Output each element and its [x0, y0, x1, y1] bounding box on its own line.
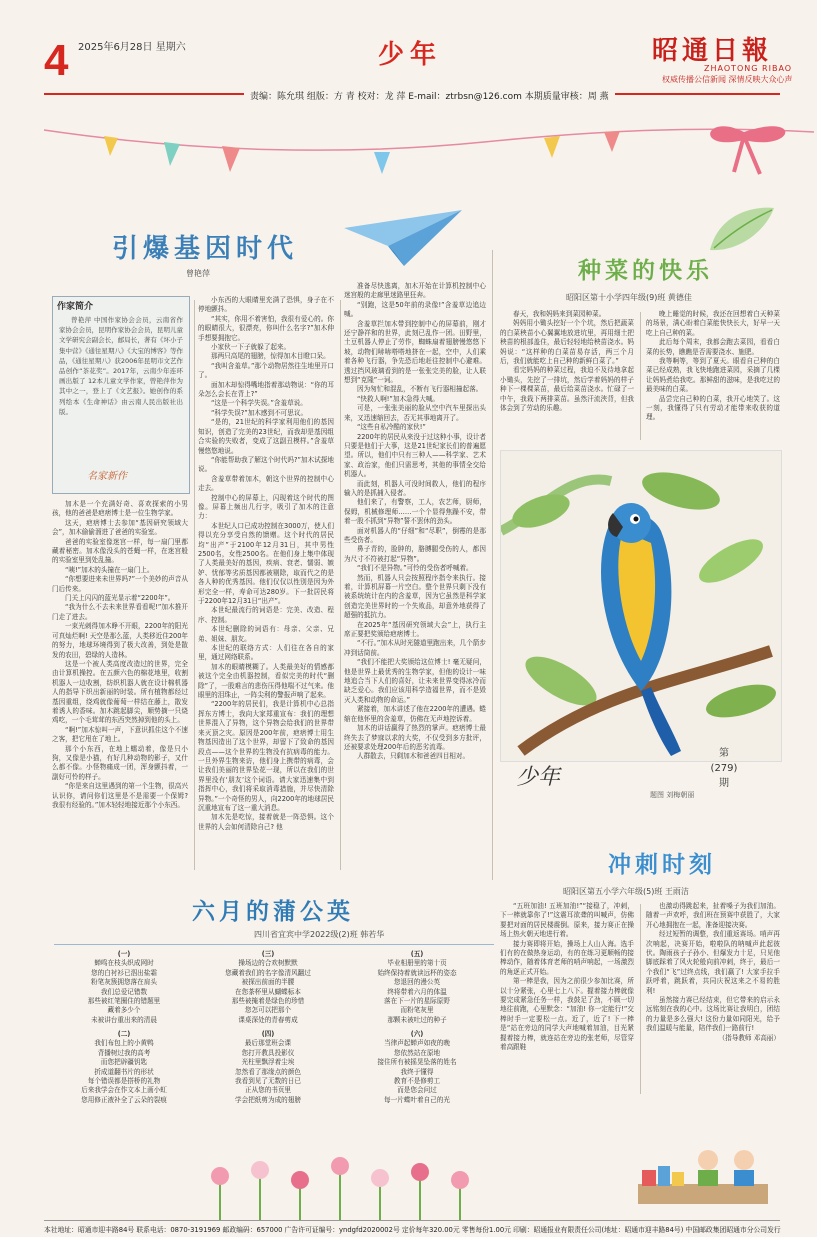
paragraph: 紧接着，加木讲述了他在2200年的遭遇。蜷缩在他怀里的含羞草，仿佛在无声地控诉着。 — [344, 705, 486, 723]
paragraph: 春天，我和妈妈来到菜园种菜。 — [513, 310, 606, 318]
poem-title: 六月的蒲公英 — [192, 899, 354, 925]
poem-line: 当律声起蝉声如夜的晚 — [384, 1039, 450, 1048]
poem-line: 您打开教具投影仪 — [241, 1048, 295, 1057]
issue-suffix: 期 — [719, 778, 729, 789]
leaf-decoration-icon — [700, 200, 780, 260]
poem-section-head: (六) — [410, 1030, 424, 1038]
paragraph: 本世纪删除的词语有：母亲、父亲、兄弟、姐妹、朋友。 — [198, 625, 334, 643]
poem-line: 那颗未被吐过的种子 — [387, 1015, 447, 1024]
article-title: 引爆基因时代 — [112, 234, 299, 264]
paragraph: 面对机器人的“仔细”和“尽职”，倒霉的是那些受伤者。 — [344, 526, 486, 544]
paragraph: “五班加油! 五班加油!”“接稳了，冲刺，下一棒就靠你了!”这震耳欲聋的叫喊声，仿佛要把对面的居民楼震倒。原来，接力赛正在操场上热火朝天地进行着。 — [500, 902, 634, 939]
paragraph: 此后每个周末，我都会跑去菜园，看看白菜的长势，瞧瞧是否需要浇水、施肥。 — [646, 338, 780, 356]
masthead-slogan: 权威传播公信新闻 深情反映大众心声 — [662, 75, 793, 84]
paragraph: 在2025年“基因研究领域大会”上，执行主席正要把奖颁给疤痞博士。 — [344, 620, 486, 639]
poem-line: 终将带着六月的体温 — [387, 987, 447, 996]
paragraph: 加木的讲话赢得了热烈的掌声。疤痞博士最终失去了梦寐以求的大奖，不仅受到多方批评，还被要求处理200年后的恶劣流毒。 — [344, 724, 486, 751]
poem-line: 接住所有被摇晃坠落的姓名 — [377, 1058, 457, 1067]
garden-article-author: 昭阳区第十小学四年级(9)班 黄德佳 — [566, 293, 692, 302]
poem-section-4 — [198, 1030, 338, 1105]
paragraph: 小东西的大眼睛里充满了恐惧，身子在不停地颤抖。 — [198, 296, 334, 314]
paragraph: 一束光刺得加木睁不开眼，2200年的阳光可真灿烂啊! 天空是那么蓝，人类移近住200年的努力，地球环境得到了极大改善，到处是散发的农田，碧绿的人造林。 — [52, 622, 189, 659]
poem-line: 未被讲台重出来的清晨 — [91, 1015, 157, 1024]
paragraph: 人群散去，只剩加木和爸爸四目相对。 — [357, 752, 470, 761]
paragraph: 他们来了，有警察，工人，农艺师，厨师，保姆，机械修理师……一个个显得焦躁不安，带着一股不抓到“异物”誓不罢休的劲头。 — [344, 498, 486, 526]
poem-section-head: (三) — [261, 950, 275, 958]
paper-plane-icon — [344, 206, 464, 276]
paragraph: 面加木却惊得嘴地指着那动物说：“你的耳朵怎么会长在背上?” — [198, 380, 334, 399]
paragraph: 接力赛即将开始，操场上人山人海。选手们有的在做热身运动，有的在练习更顺畅的接棒动作，随着体育老师的哨声响起，一场激烈的角逐正式开始。 — [500, 939, 634, 976]
issue-label: 第 — [719, 748, 729, 759]
teacher-credit: （指导教师 邓高丽） — [718, 1033, 780, 1042]
paragraph: 含羞草拦加木带到控制中心的屏幕前，刚才还宁静祥和的世界，此刻已乱作一团。田野里，土豆机器人停止了劳作，蜘蛛扇着翅膀慢悠悠下坡，动物们哧哧嗒嗒地挤在一起，空中，人们乘着各种飞行器，争先恐后地赶往控制中心避难。透过挡风玻璃看到的是一张张完美的脸，让人联想到“克隆”一词。 — [344, 319, 486, 385]
paragraph: 2200年的居民从来没于过这种小事，设计者只要是他们于大事，这是21世纪家长们的普遍愿望。所以，他们中只有三种人——科学家、艺术家、政治家，他们只需思考，其他的事情全交给机器人。 — [344, 432, 486, 479]
sprint-article-author: 昭阳区第五小学六年级(5)班 王雨洁 — [563, 887, 689, 896]
paragraph: 加木是一个充满好奇、喜欢探索的小男孩，他的爸爸是疤痞博士是一位生物学家。 — [52, 500, 188, 518]
poem-line: 在您茶杯里从蝴蝶标本 — [235, 987, 301, 996]
editors-line: 责编：陈允琪 组版：方 青 校对：龙 萍 E-mail：ztrbsn@126.com 本期质量审核：周 燕 — [244, 89, 615, 102]
article-author: 曾艳萍 — [186, 269, 210, 278]
paragraph: 这天，疤痞博士去参加“基因研究领域大会”，加木偷偷溜进了爸爸的实验室。 — [52, 518, 188, 537]
bow-icon — [710, 126, 785, 174]
paragraph: 加木的眼睛模糊了。人类最美好的情感都被这个完全由机器控制，看似完美的时代“删除”了，一股难言的悲伤压得他喘不过气来。他眼里的泪珠止，一阵尖利的警报声响了起来。 — [198, 662, 334, 700]
paragraph: “你想要进来未世界吗?”一个美妙的声音从门后传来。 — [52, 575, 188, 593]
paragraph: 含羞草带着加木，朝这个世界的控制中心走去。 — [198, 474, 334, 493]
poem-line: 最后那堂班会课 — [244, 1039, 292, 1048]
poem-line: 落在下一片的星际原野 — [384, 997, 450, 1006]
pennant-icon — [104, 131, 620, 174]
paragraph: “我们不是异物。”可怜的受伤者呼喊着。 — [357, 564, 473, 573]
poem-line: 您怎可以把那个 — [244, 1006, 292, 1015]
paragraph: “这是一个科学失误。”含羞草说。 — [211, 399, 307, 408]
poem-line: 藏着多少个 — [107, 1006, 141, 1015]
paragraph: “你是来自这里遇到的第一个生物，很高兴认识你，请问你们这里是不是需要一个保姆? 我很有经验的。”加木轻轻地接近那个小东西。 — [52, 782, 188, 809]
page-number: 4 — [44, 36, 69, 85]
poem-section-5 — [344, 950, 490, 1025]
poem-line: 而是您会问过 — [397, 1086, 437, 1095]
article-column-1 — [52, 500, 188, 810]
paragraph: 我等啊等，等到了夏天。眼看自己种的白菜已经成熟，我飞快地跑进菜园，采摘了几棵让妈妈煮给我吃。那鲜甜的滋味，是我吃过的最美味的白菜。 — [646, 357, 780, 394]
paragraph: 妈妈用小锄头挖好一个个坑，然后把蔬菜的白菜秧苗小心翼翼地放进坑里，再用细土把秧苗的根部盖住，最后轻轻地给秧苗浇水。妈妈说：“这样种的白菜苗易存活，两三个月后，我们就能吃上自己种的新鲜白菜了。” — [500, 319, 634, 366]
poem-section-2 — [54, 1030, 194, 1105]
paragraph: “我叫含羞草。”那个动物居然往生地里开口了。 — [198, 361, 334, 380]
parrot-illustration — [501, 451, 781, 761]
poem-line: 蝉鸣在枝头织成网时 — [94, 959, 154, 968]
garden-column-2 — [646, 310, 780, 423]
paragraph: “我们不能把大奖颁给这位博士! 毫无疑问，他是世界上最优秀的生物学家，但他的设计一味地追合当下人们的喜好，让未来世界变得冰冷而缺乏爱心。我们应该用科学造福世界，而不是毁灭人类和动物的命运。” — [344, 658, 486, 704]
parrot-painting — [500, 450, 782, 762]
footer-rule — [44, 1220, 780, 1221]
paragraph: 因为匆忙和混乱，不断有飞行器相撞起落。 — [357, 385, 483, 394]
poem-section-head: (一) — [117, 950, 131, 958]
paragraph: 门关上闪闪的蓝光显示着“2200年”。 — [65, 594, 175, 603]
section-title: 少年 — [378, 40, 443, 70]
poem-line: 忽然看了那缘点的颜色 — [235, 1067, 301, 1076]
paragraph: “咦!”加木的头撞在一扇门上。 — [65, 565, 154, 574]
paragraph: “我为什么不去未来世界看看呢!”加木推开门走了进去。 — [52, 603, 188, 621]
paragraph: 也激动得跳起来，扯着嗓子为我们加油。随着一声欢呼，我们班在预赛中获胜了，大家开心地拥抱在一起，准备迎接决赛。 — [646, 902, 780, 929]
issue-number: (279) — [710, 763, 738, 774]
poem-line: 光柱里飘浮着尘埃 — [241, 1058, 295, 1067]
paragraph: “是的，21世纪的科学家利用他们的基因知识，创造了完美的23世纪，而我却是基因组合实验的失败者，变成了这副丑模样。”含羞草慢悠悠地说。 — [198, 418, 334, 455]
paragraph: 然而，机器人只会按照程序指令来执行。接着，计算机屏幕一片空白。整个世界只剩下没有被系统统计在内的含羞草，因为它虽然是科学家创造完美世界时的一个失败品，却意外地获得了超强的抵抗力。 — [344, 573, 486, 620]
poem-author: 四川省宜宾中学2022级(2)班 韩若华 — [254, 930, 385, 939]
paragraph: “2200年的居民们，我是计算机中心总指挥东方博士，我向大家郑重宣布：我们的理想世界混入了异物，这个异物会给我们的世界带来灭顶之灾。原因是200年前，疤痞博士用生物基因造出了这个世界，却留下了致命的基因段点——这个世界的生物没有抗病毒的能力。一旦外界生物来访，他们身上携带的病毒，会让我们美丽的世界坠花一现，所以在我们的世界里没有‘朋友’这个词语。请大家迅速集中到指挥中心，我们将采取消毒措施，并尽快清除异物。”一个奇怪的男人，向2200年的地球居民沉重地宣布了这一重大消息。 — [198, 700, 334, 812]
paragraph: “其实，你用不着害怕，我很有爱心的。你的眼睛很大，很漂亮，你叫什么名字?”加木伸手想要拥抱它。 — [198, 314, 334, 342]
author-profile-text: 曾艳萍 中国作家协会会员，云南省作家协会会员，昆明作家协会会员，昆明儿童文学研究会副会长，邮局长，著有《坏小子集中营》《通往星期八》《大宝的博客》等作品，《通往星期八》获2006年昆明市文艺作品创作“茶花奖”。2017年，云南少年连环画出版了 12本儿童文学作家，曾艳萍作为其中之一，登上了《文艺报》。她创作的系列绘本《生命神话》由云南人民出版社出版。 — [59, 316, 183, 416]
paragraph: 第一棒是我，因为之前很少参加比赛，所以十分紧张，心里七上八下。握着接力棒就像要完成紧急任务一样，我鼓足了劲，不顾一切地往前跑，心里默念：“加油! 你一定能行!”交棒时手一定要松一点。近了，近了! 下一棒是“站在旁边的同学大声地喊着加油，目光紧握着接力棒，就连站在旁边的张老师，尽管穿着高跟鞋 — [500, 977, 634, 1052]
paragraph: 本世纪的联络方式：人们往在各自的家里，通过网络联系。 — [198, 644, 334, 662]
poem-line: 被探出前面的半腰 — [241, 978, 295, 987]
paragraph: “啊!”加木惊叫一声，下意识抓住这个不速之客，把它甩在了地上。 — [52, 725, 188, 744]
poem-line: 您的白衬衫已泅出盐霜 — [91, 968, 157, 977]
paragraph: 那个小东西，在地上蠕动着，像是只小狗，又像是小猫，有好几种动物的影子，又什么都不像。小怪物痛成一团，浑身颤抖着，一副好可怜的样子。 — [52, 744, 188, 781]
poem-line: 背播树过我的高考 — [97, 1048, 151, 1057]
column-divider — [492, 250, 493, 880]
paragraph: 本世纪人口已成功控制在3000万，使人们得以充分享受自然的馈赠。这个时代的居民均“出产”于2100年12月31日，其中男性2500名，女性2500名。在他们身上集中体现了人类最美好的基因，疾病、衰老、懦弱、嫉妒、忧郁等劣质基因都被剔除，取而代之的是各人种的优秀基因。他们仅仅以性别是因为外形完全一样，寿命可达280岁。下一批居民将于2200年12月31日“出产”。 — [198, 521, 334, 605]
paragraph: 经过短暂的调整，我们重返赛场。哨声再次响起，决赛开始，啦啦队的呐喊声此起彼伏。陶雨孩子子孙小、但爆发力十足，只见他脚底踩着了风火轮般向前冲刺，终于，最后一个我们“飞”过终点线，我们赢了! 大家手拉手跃呼着，跳跃着，共同庆祝这来之不易的胜利! — [646, 930, 780, 995]
author-profile-signature: 名家新作 — [87, 471, 127, 482]
paragraph: “你能帮助我了解这个时代吗?”加木试探地说。 — [198, 455, 334, 474]
paragraph: 小家伙一下子就躲了起来。 — [211, 343, 291, 352]
poem-line: 课桌深处的青春剪成 — [238, 1015, 298, 1024]
poem-line: 而粉笔灰里 — [400, 1006, 434, 1015]
poem-section-3 — [198, 950, 338, 1025]
poem-line: 我看到见了无数的日已 — [235, 1077, 301, 1086]
poem-line: 而您把辟疆钥匙 — [100, 1058, 148, 1067]
column-divider — [194, 300, 195, 870]
painting-signature: 少年 — [516, 765, 561, 790]
paragraph: 这是一个被人类高度改造过的世界，完全由计算机操控。在五颜六色的棉花地里，收割机器人一边收割，纺织机器人就在设计棉机器人的指导下织出新丽的时装。所有植物都经过基因重组，绕鸡就像葡萄一样结在藤上，散发着诱人的香味。加木跳起脚尖，顺势摘一只烧鸡吃，一个毛茸茸的东西突然掉到他的头上。 — [52, 659, 188, 725]
bunting-decoration — [44, 112, 814, 182]
poem-line: 操场边的合欢树默默 — [238, 959, 298, 968]
sprint-article-title: 冲刺时刻 — [608, 852, 716, 878]
paragraph: 看完妈妈的种菜过程，我迫不及待地拿起小锄头，先挖了一排坑，然后学着妈妈的样子种下一棵棵菜苗，最后给菜苗浇水。忙碌了一中午，我栽下两排菜苗。虽然汗流浃背，但我体会到了劳动的乐趣。 — [500, 366, 634, 413]
poem-section-head: (四) — [261, 1030, 275, 1038]
poem-line: 学会把纸剪为成的翅膀 — [235, 1095, 301, 1104]
poem-line: 您用修正液补全了云朵的裂痕 — [81, 1095, 167, 1104]
paragraph: 爸爸的实验室像迷宫一样，每一扇门里都藏着秘密。加木像没头的苍蝇一样，在迷宫般的实验室里到处乱撞。 — [52, 537, 188, 565]
article-column-2 — [198, 296, 334, 832]
paragraph: 加木先是吃惊，接着就是一阵恐惧。这个世界的人会如何清除自己? 他 — [198, 813, 334, 831]
sprint-column-1 — [500, 902, 634, 1053]
sprint-column-2 — [646, 902, 780, 1043]
poem-line: 后来我学会在作文本上画小虹 — [81, 1086, 167, 1095]
poem-line: 每个错误都是搭桥的礼物 — [87, 1077, 161, 1086]
paragraph: “别跑，这是50年前的录像!”含羞草边追边喊。 — [344, 300, 486, 319]
author-profile-heading: 作家简介 — [57, 302, 94, 312]
footer-info: 本社地址：昭通市迎丰路84号 联系电话：0870-3191969 邮政编码：657000 广告许可证编号：yndgfd2020002号 定价每年320.00元 零售每份1.00元 印刷：昭通报业有限责任公司(地址：昭通市迎丰路84号) 中国邮政集团昭通市分公司发行 — [44, 1226, 781, 1234]
masthead-logo: 昭通日報 — [652, 36, 773, 66]
column-divider — [640, 312, 641, 440]
poem-line: 那些被红笔圈住的错题里 — [87, 997, 161, 1006]
article-column-3 — [344, 282, 486, 762]
paragraph: 可是，一张张美丽的脸从空中汽车里探出头来，又迅速缩回去，否无其事地离开了。 — [344, 404, 486, 422]
issue-date: 2025年6月28日 星期六 — [78, 42, 186, 53]
poem-section-head: (五) — [410, 950, 424, 958]
painting-caption: 题图 刘梅朝丽 — [650, 791, 695, 799]
masthead-pinyin: ZHAOTONG RIBAO — [704, 64, 793, 73]
kids-reading-icon — [628, 1130, 778, 1210]
poem-line: 正从您的书页里 — [244, 1086, 292, 1095]
paragraph: 那两只高尾的翅膀，惊得加木目瞪口呆。 — [211, 352, 330, 361]
poem-line: 始终保持着就读远杯的姿态 — [377, 968, 457, 977]
garden-column-1 — [500, 310, 634, 413]
paragraph: “这些自私冷酷的家伙!” — [357, 423, 426, 432]
poem-line: 教育不是修剪工 — [393, 1077, 441, 1086]
paragraph: 虽然接力赛已经结束，但它带来的启示永远铭刻在我的心中。这场比赛让我明白，团结的力量是多么强大! 这份力量如同阳光，给予我们温暖与能量，陪伴我们一路前行! — [646, 996, 780, 1033]
paragraph: “科学失误?”加木感到不可思议。 — [211, 408, 308, 417]
poem-line: 粉笔灰簇拥您落在肩头 — [91, 978, 157, 987]
paragraph: “不行。”加木从时光隧道里跑出来，几个箭步冲到话筒前。 — [344, 639, 486, 657]
author-profile-box — [52, 296, 190, 494]
flowers-decoration-icon — [200, 1140, 490, 1220]
paragraph: 本世纪最流行的词语是：完美、改造、程序、控制。 — [198, 606, 334, 624]
poem-line: 那些被掩着是绿色的珍惜 — [231, 997, 305, 1006]
paragraph: 准备尽快逃离，加木开始在计算机控制中心迷宫般的走廊里迷路里狂奔。 — [344, 282, 486, 300]
poem-line: 我们总爱记错数 — [100, 987, 148, 996]
column-divider — [340, 300, 341, 870]
poem-section-head: (二) — [117, 1030, 131, 1038]
poem-line: 您藏着我们的名字像清风翻过 — [225, 968, 311, 977]
column-divider — [640, 904, 641, 1094]
poem-section-6 — [344, 1030, 490, 1105]
paragraph: 控制中心的屏幕上，闪现着这个时代的图像。屏幕上频出几行字，吸引了加木的注意力： — [198, 493, 334, 521]
poem-rule — [54, 944, 494, 945]
poem-line: 每一片蝶叶着自己的光 — [384, 1095, 450, 1104]
poem-line: 毕业相册里的第十页 — [387, 959, 447, 968]
poem-line: 折成道翻书片的形状 — [94, 1067, 154, 1076]
issue-number-box — [703, 746, 745, 804]
paragraph: 品尝完自己种的白菜，我开心地笑了。这一刻，我懂得了只有劳动才能带来收获的道理。 — [646, 394, 780, 422]
poem-line: 您依然站在原地 — [393, 1048, 441, 1057]
poem-line: 我终于懂得 — [400, 1067, 434, 1076]
paragraph: 鼻子青的，脸肿的，胳膊腿受伤的人，都因为尺寸不符被打起“异物”。 — [344, 545, 486, 563]
paragraph: 而此刻，机器人可没时间救人，他们的程序输入的是抓捕入侵者。 — [344, 479, 486, 497]
paragraph: 晚上睡觉的时候，我还在回想着白天种菜的场景，满心盼着白菜能快快长大，好早一天吃上自己种的菜。 — [646, 310, 780, 337]
poem-section-1 — [54, 950, 194, 1025]
poem-line: 您退回的漫公英 — [393, 978, 441, 987]
garden-article-title: 种菜的快乐 — [578, 258, 713, 284]
paragraph: “快救人啊!”加木急得大喊。 — [357, 394, 440, 403]
poem-line: 我们布包上的小黄鸭 — [94, 1039, 154, 1048]
